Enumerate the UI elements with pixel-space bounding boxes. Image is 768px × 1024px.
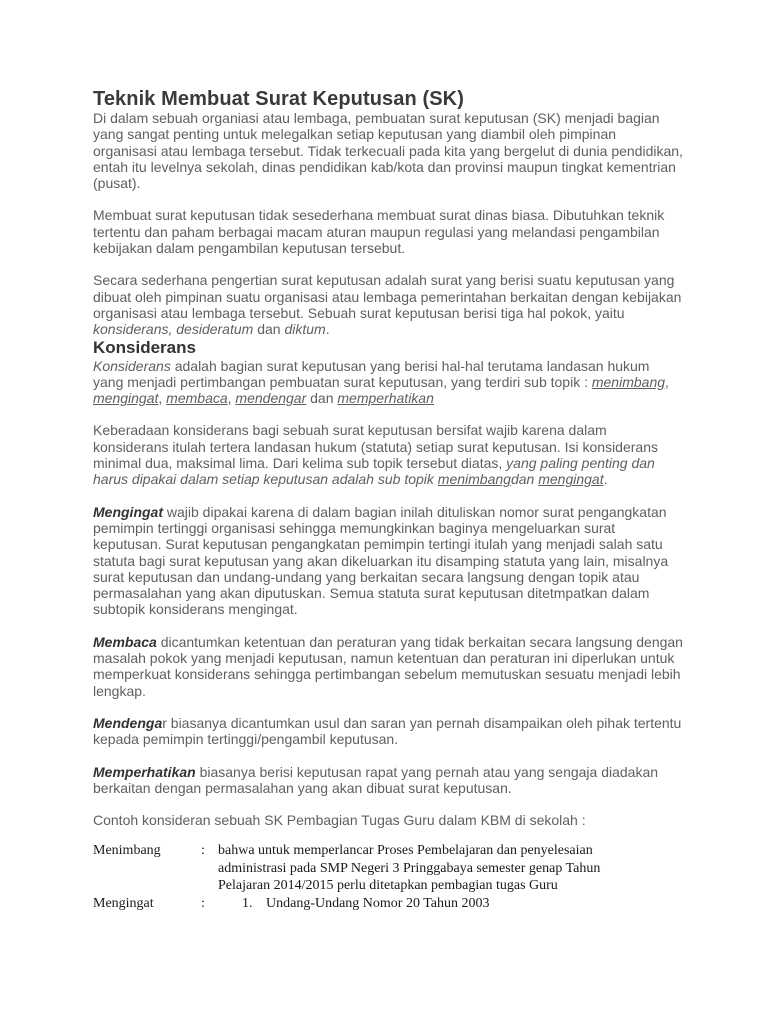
row-colon: : [201, 895, 205, 911]
membaca-paragraph [93, 634, 683, 699]
intro-paragraph-1: Di dalam sebuah organiasi atau lembaga, pembuatan surat keputusan (SK) menjadi bagian yang sangat penting untuk melegalkan setiap keputusan yang diambil oleh pimpinan organisasi atau lembaga tersebut. Tidak terkecuali pada kita yang bergelut di dunia pendidikan, entah itu levelnya sekolah, dinas pendidikan kab/kota dan provinsi maupun tingkat kementrian (pusat). [93, 110, 683, 192]
konsiderans-term: Konsiderans [93, 357, 171, 374]
konsiderans-p2-text: Keberadaan konsiderans bagi sebuah surat keputusan bersifat wajib karena dalam konsiderans itulah tertera landasan hukum (statuta) setiap surat keputusan. Isi konsiderans minimal dua, maksimal lima. Dari kelima sub topik tersebut diatas, [93, 422, 658, 472]
intro-paragraph-3 [93, 272, 683, 337]
table-row [93, 842, 683, 895]
link-mendengar[interactable]: mendengar [235, 390, 307, 407]
row-value-menimbang: bahwa untuk memperlancar Proses Pembelajaran dan penyelesaian administrasi pada SMP Negeri 3 Pringgabaya semester genap Tahun Pelajaran 2014/2015 perlu ditetapkan pembagian tugas Guru [218, 843, 601, 894]
row-label-menimbang: Menimbang [93, 843, 161, 859]
intro-p3-text: Secara sederhana pengertian surat keputusan adalah surat yang berisi suatu keputusan yang dibuat oleh pimpinan suatu organisasi atau lembaga pemerintahan berkaitan dengan kebijakan organisasi atau lembaga tersebut. Sebuah surat keputusan berisi tiga hal pokok, yaitu [93, 272, 682, 321]
memperhatikan-paragraph [93, 764, 683, 797]
konsiderans-p2-dan: dan [510, 471, 539, 488]
konsiderans-p2-end: . [603, 471, 608, 488]
article [93, 88, 683, 912]
intro-p3-and: dan [253, 321, 285, 338]
konsiderans-p2-italic: yang paling penting dan harus dipakai dalam setiap keputusan adalah sub topik [93, 455, 655, 488]
konsiderans-paragraph-2 [93, 422, 683, 487]
link-menimbang-2[interactable]: menimbang [437, 471, 511, 488]
memperhatikan-term: Memperhatikan [93, 763, 196, 780]
link-mengingat-2[interactable]: mengingat [538, 471, 604, 488]
intro-p3-end: . [325, 321, 330, 338]
table-row [93, 895, 683, 913]
intro-p3-diktum: diktum [284, 321, 326, 338]
row-colon: : [201, 843, 205, 859]
mendengar-text: r biasanya dicantumkan usul dan saran yan pernah disampaikan oleh pihak tertentu kepada pemimpin tertinggi/pengambil keputusan. [93, 714, 682, 748]
membaca-term: Membaca [93, 633, 157, 650]
mengingat-term: Mengingat [93, 503, 163, 520]
mengingat-text: wajib dipakai karena di dalam bagian inilah dituliskan nomor surat pengangkatan pemimpin tertinggi organisasi sehingga memungkinkan baginya mengeluarkan surat keputusan. Surat keputusan pengangkatan pemimpin tertingi itulah yang menjadi salah satu statuta bagi surat keputusan yang akan dikeluarkan itu disamping statuta yang lain, misalnya surat keputusan dan undang-undang yang berkaitan secara langsung dengan topik atau permasalahan yang akan diputuskan. Semua statuta surat keputusan ditetmpatkan dalam subtopik konsiderans mengingat. [93, 503, 669, 618]
sep-3: , [227, 390, 236, 407]
mendengar-paragraph [93, 715, 683, 748]
row-value-mengingat [218, 895, 638, 913]
link-membaca[interactable]: membaca [166, 390, 228, 407]
page-title: Teknik Membuat Surat Keputusan (SK) [93, 88, 464, 110]
intro-paragraph-2: Membuat surat keputusan tidak sesederhana membuat surat dinas biasa. Dibutuhkan teknik tertentu dan paham berbagai macam aturan maupun regulasi yang melandasi pengambilan kebijakan dalam pengambilan keputusan tersebut. [93, 207, 665, 257]
memperhatikan-text: biasanya berisi keputusan rapat yang pernah atau yang sengaja diadakan berkaitan dengan permasalahan yang akan dibuat surat keputusan. [93, 763, 659, 796]
example-konsiderans-table [93, 842, 683, 912]
konsiderans-paragraph-1 [93, 358, 683, 407]
sep-2: , [158, 390, 167, 407]
membaca-text: dicantumkan ketentuan dan peraturan yang tidak berkaitan secara langsung dengan masalah pokok yang menjadi keputusan, namun ketentuan dan peraturan ini diperlukan untuk memperkuat konsiderans sehingga pertimbangan sebelum memutuskan sesuatu menjadi lebih lengkap. [93, 633, 683, 699]
section-heading-konsiderans: Konsiderans [93, 337, 196, 357]
intro-p3-italic: konsiderans, desideratum [93, 321, 254, 338]
row-label-mengingat: Mengingat [93, 895, 154, 911]
mendengar-term: Mendenga [93, 714, 163, 731]
link-menimbang[interactable]: menimbang [591, 373, 666, 390]
list-number: 1. [242, 895, 253, 911]
mengingat-paragraph [93, 504, 683, 618]
contoh-paragraph: Contoh konsideran sebuah SK Pembagian Tugas Guru dalam KBM di sekolah : [93, 812, 586, 829]
sep-4: dan [306, 390, 338, 407]
sep-1: , [665, 373, 669, 390]
konsiderans-def: adalah bagian surat keputusan yang berisi hal-hal terutama landasan hukum yang menjadi pertimbangan pembuatan surat keputusan, yang terdiri sub topik : [93, 357, 650, 390]
list-item-text: Undang-Undang Nomor 20 Tahun 2003 [266, 895, 490, 911]
link-mengingat[interactable]: mengingat [93, 390, 159, 407]
link-memperhatikan[interactable]: memperhatikan [337, 390, 434, 407]
